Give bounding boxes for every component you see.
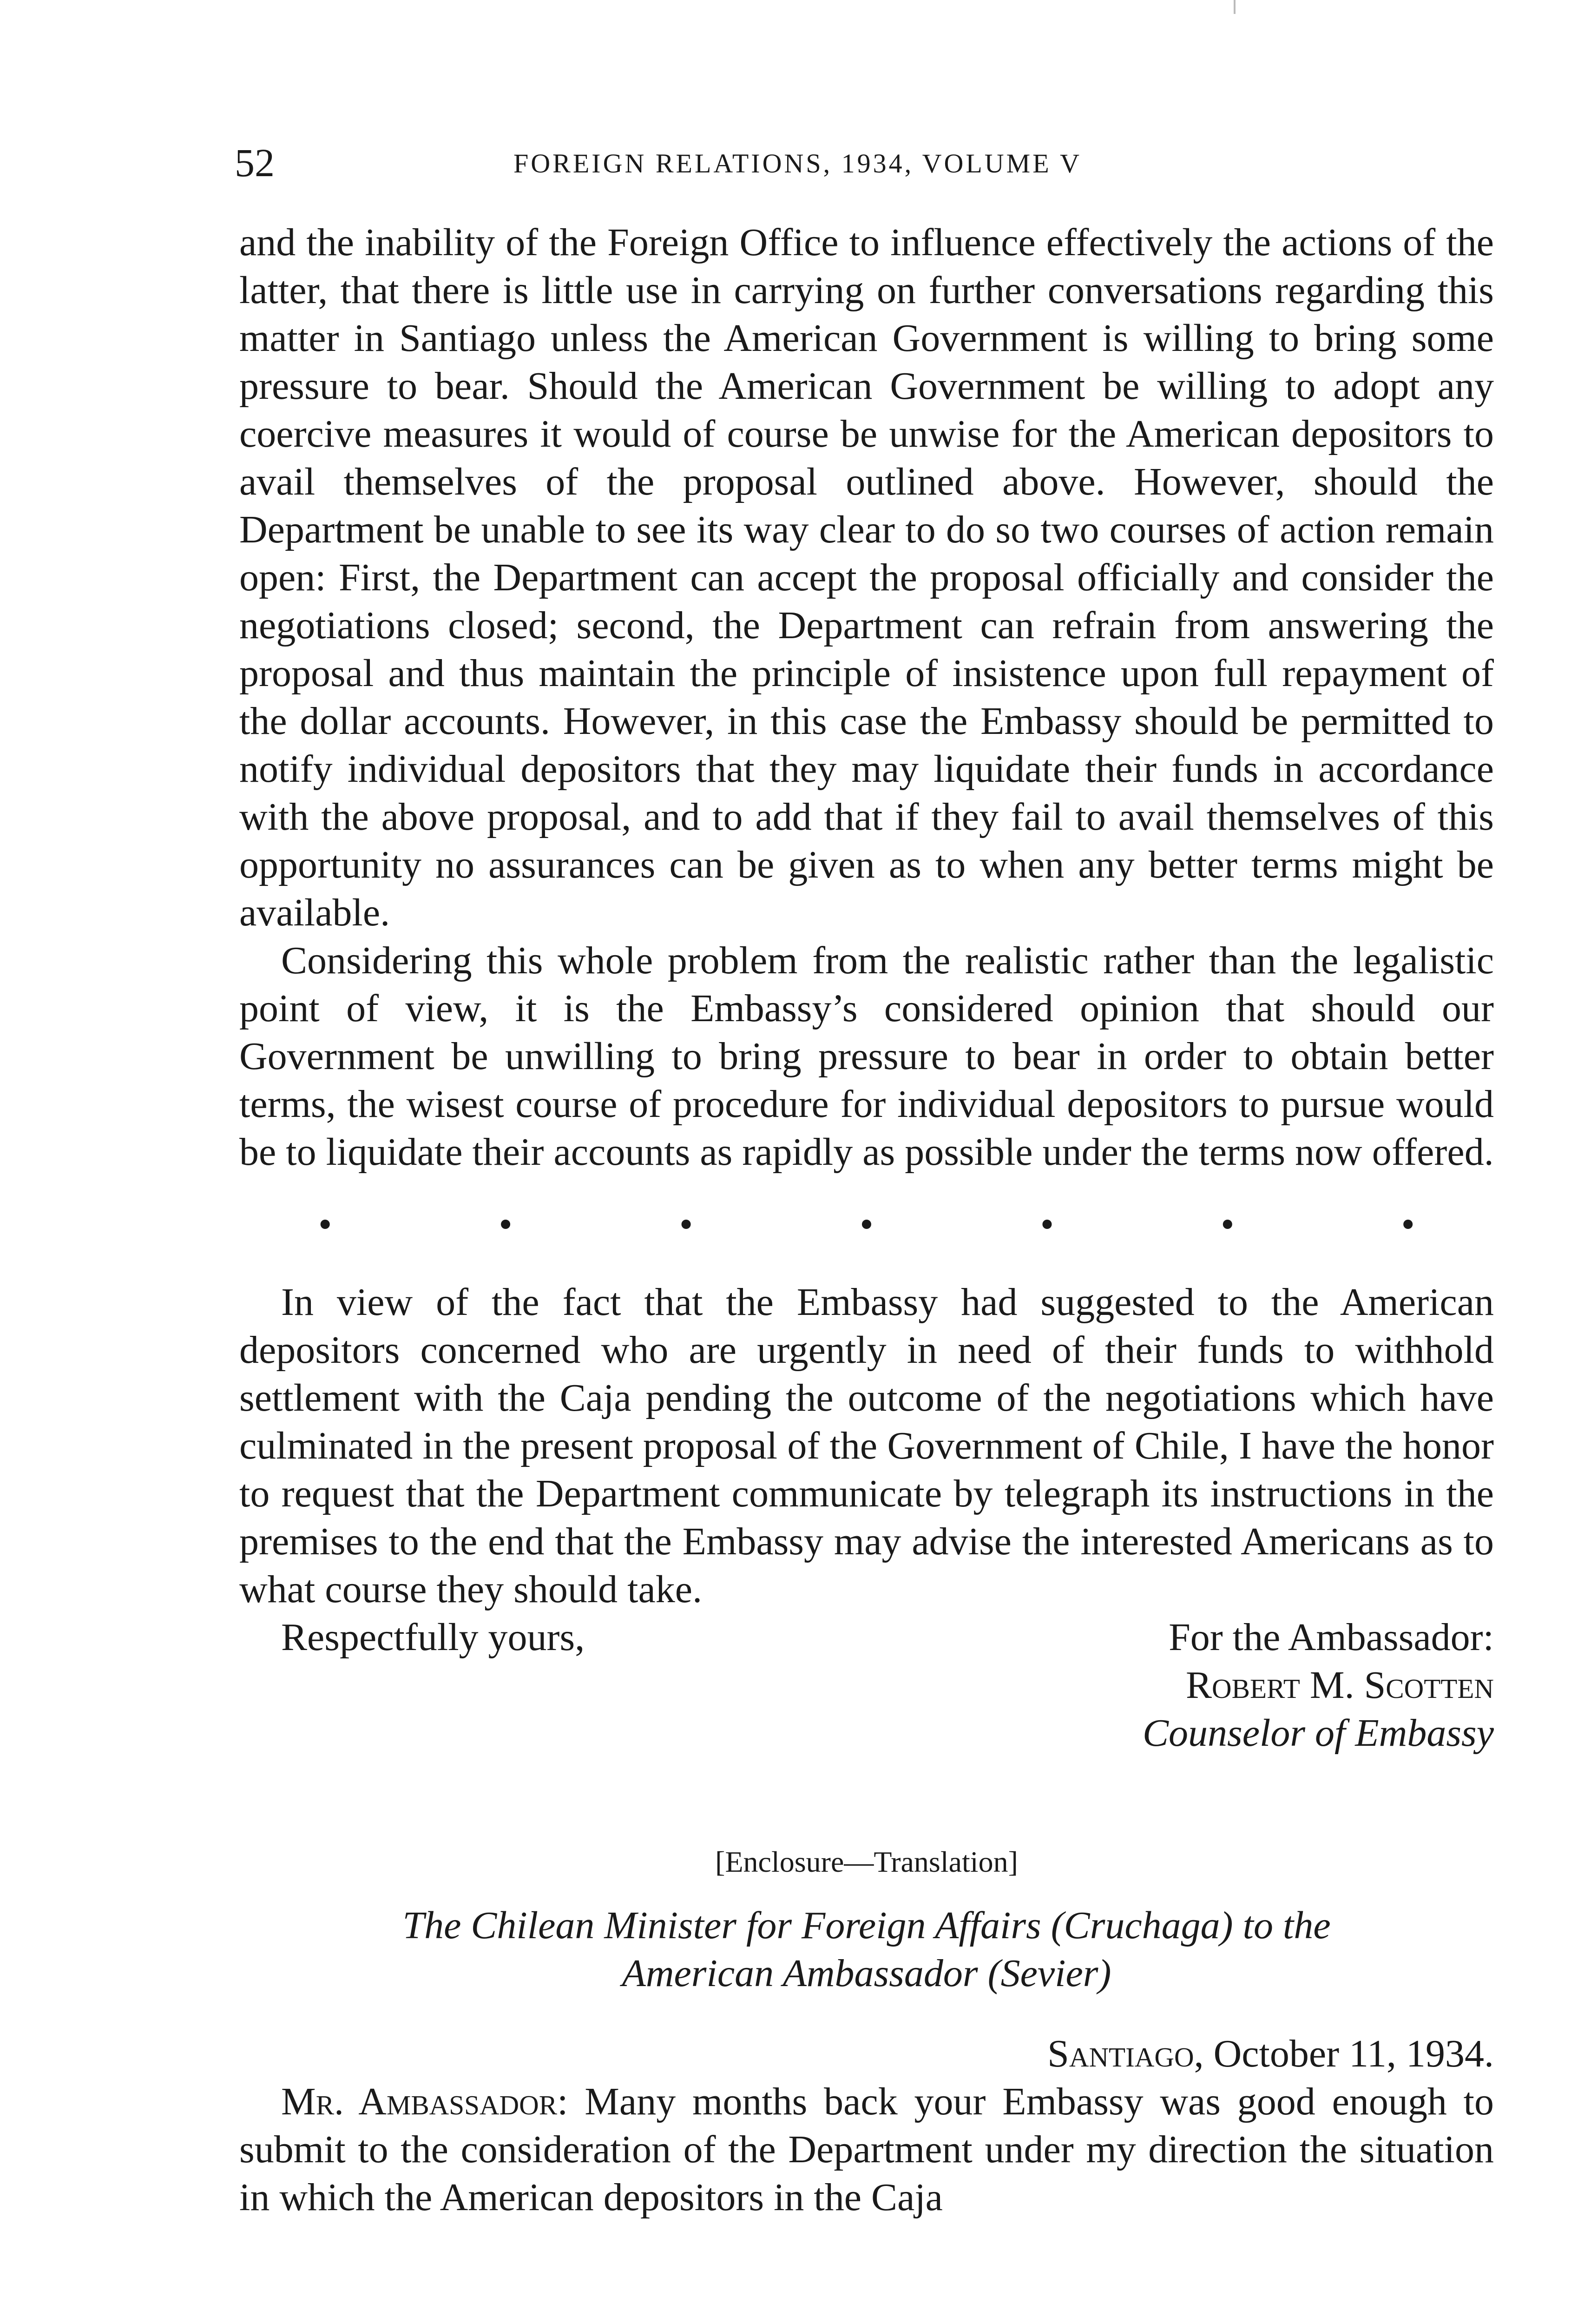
complimentary-close: Respectfully yours, bbox=[281, 1616, 585, 1659]
paragraph-continuation: and the inability of the Foreign Office to influence effectively the actions of the latter, that there is little use in carrying on further conversations regarding this matter in Santiago unless the American Government is willing to bring some pressure to bear. Should the American Government be willing to adopt any coercive measures it would of course be unwise for the American depositors to avail themselves of the proposal outlined above. However, should the Department be unable to see its way clear to do so two courses of action remain open: First, the Department can accept the proposal officially and consider the negotiations closed; second, the Department can refrain from answering the proposal and thus maintain the principle of insistence upon full repayment of the dollar accounts. However, in this case the Embassy should be permitted to notify individual depositors that they may liquidate their funds in accordance with the above proposal, and to add that if they fail to avail themselves of this opportunity no assurances can be given as to when any better terms might be available. bbox=[239, 221, 1494, 934]
ellipsis-dot: • bbox=[679, 1203, 693, 1246]
signer-name: Robert M. Scotten bbox=[1186, 1664, 1494, 1707]
ellipsis-dot: • bbox=[1401, 1203, 1415, 1246]
dateline-date: October 11, 1934. bbox=[1213, 2032, 1494, 2075]
letter-closing bbox=[239, 1613, 1494, 1767]
for-ambassador-line: For the Ambassador: bbox=[1169, 1616, 1494, 1659]
dateline bbox=[239, 2030, 1494, 2078]
page-number: 52 bbox=[235, 140, 275, 185]
paragraph-request: In view of the fact that the Embassy had suggested to the American depositors concerned who are urgently in need of their funds to withhold settlement with the Caja pending the outcome of the negotiations which have culminated in the present proposal of the Government of Chile, I have the honor to request that the Department communicate by telegraph its instructions in the premises to the end that the Embassy may advise the interested Americans as to what course they should take. bbox=[239, 1281, 1494, 1611]
body-text bbox=[239, 218, 1494, 2221]
ellipsis-dot: • bbox=[1040, 1203, 1054, 1246]
scan-mark bbox=[1234, 0, 1236, 14]
ellipsis-dot: • bbox=[1221, 1203, 1235, 1246]
ellipsis-dot: • bbox=[860, 1203, 874, 1246]
enclosure-label: [Enclosure—Translation] bbox=[715, 1845, 1018, 1878]
enclosure-opening-paragraph bbox=[239, 2078, 1494, 2221]
opening-text: Many months back your Embassy was good enough to submit to the consideration of the Department under my direction the situation in which the American depositors in the Caja bbox=[239, 2080, 1494, 2219]
ellipsis-row bbox=[318, 1204, 1415, 1246]
ellipsis-dot: • bbox=[318, 1203, 332, 1246]
signature-block bbox=[1143, 1613, 1494, 1757]
running-head: FOREIGN RELATIONS, 1934, VOLUME V bbox=[513, 148, 1082, 178]
signer-title: Counselor of Embassy bbox=[1143, 1711, 1494, 1755]
dateline-place: Santiago, bbox=[1047, 2032, 1204, 2075]
enclosure-title-line-2: American Ambassador (Sevier) bbox=[622, 1952, 1111, 1995]
enclosure-title-line-1: The Chilean Minister for Foreign Affairs (Cruchaga) to the bbox=[402, 1904, 1331, 1947]
paragraph-opinion: Considering this whole problem from the realistic rather than the legalistic point of view, it is the Embassy’s considered opinion that should our Government be unwilling to bring pressure to bear in order to obtain better terms, the wisest course of procedure for individual depositors to pursue would be to liquidate their accounts as rapidly as possible under the terms now offered. bbox=[239, 939, 1494, 1174]
salutation: Mr. Ambassador: bbox=[281, 2080, 568, 2123]
enclosure-title bbox=[239, 1901, 1494, 1997]
ellipsis-dot: • bbox=[499, 1203, 513, 1246]
page-header bbox=[235, 139, 1489, 191]
